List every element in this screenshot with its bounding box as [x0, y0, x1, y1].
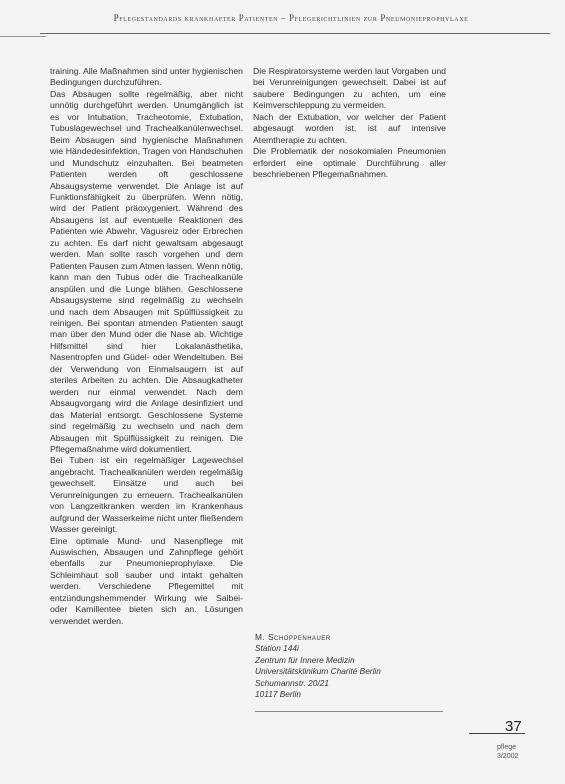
author-station: Station 144i: [255, 643, 299, 654]
author-street: Schumannstr. 20/21: [255, 677, 329, 688]
author-rule: [255, 711, 443, 712]
paragraph: Nach der Extubation, vor welcher der Patient abgesaugt worden ist, ist auf intensive Atemtherapie zu achten.: [253, 111, 446, 145]
right-column: [253, 66, 446, 181]
author-block: [255, 632, 455, 700]
page-number-rule: [469, 733, 525, 734]
author-department: Zentrum für Innere Medizin: [255, 654, 355, 665]
left-column: [50, 66, 243, 627]
paragraph: training. Alle Maßnahmen sind unter hygienischen Bedingungen durchzuführen.: [50, 66, 243, 88]
running-header: Pflegestandards krankhafter Patienten – Pflegerichtlinien zur Pneumonieprophylaxe: [113, 13, 469, 23]
paragraph: Die Respiratorsysteme werden laut Vorgaben und bei Verunreinigungen gewechselt. Dabei ist auf saubere Bedingungen zu achten, um eine Keimverschleppung zu vermeiden.: [253, 66, 446, 111]
journal-footer: [497, 744, 518, 761]
paragraph: Die Problematik der nosokomialen Pneumonien erfordert eine optimale Durchführung aller beschriebenen Pflegemaßnahmen.: [253, 146, 446, 180]
header-rule-left: [0, 36, 46, 37]
author-institution: Universitätsklinikum Charité Berlin: [255, 666, 381, 677]
author-name: M. Schoppenhauer: [255, 632, 331, 642]
paragraph: Eine optimale Mund- und Nasenpflege mit Auswischen, Absaugen und Zahnpflege gehört ebenfalls zur Pneumonieprophylaxe. Die Schleimhaut soll sauber und intakt gehalten werden. Verschiedene Pflegemittel mit entzündungshemmender Wirkung wie Salbei- oder Kamillentee bieten sich an. Lösungen verwendet werden.: [50, 535, 243, 626]
header-rule: [40, 33, 550, 34]
paragraph: Bei Tuben ist ein regelmäßiger Lagewechsel angebracht. Trachealkanülen werden regelmäßig gewechselt. Einsätze und auch bei Verunreinigungen zu erneuern. Trachealkanülen von Langzeitkranken werden im Krankenhaus aufgrund der Wasserkeime nicht unter fließendem Wasser gereinigt.: [50, 455, 243, 535]
page-number: 37: [505, 718, 522, 735]
author-city: 10117 Berlin: [255, 689, 301, 700]
journal-issue: 3/2002: [497, 752, 519, 760]
paragraph: Das Absaugen sollte regelmäßig, aber nicht unnötig durchgeführt werden. Unumgänglich ist es vor Intubation, Tracheotomie, Extubation, Tubuslagewechsel und Trachealkanülenwechsel. Beim Absaugen sind hygienische Maßnahmen wie Händedesinfektion, Tragen von Handschuhen und Mundschutz einzuhalten. Bei beatmeten Patienten werden oft geschlossene Absaugsysteme verwendet. Die Anlage ist auf Funktionsfähigkeit zu überprüfen. Wenn nötig, wird der Patient präoxygeniert. Während des Absaugens ist auf eventuelle Reaktionen des Patienten wie Abwehr, Vagusreiz oder Erbrechen zu achten. Es darf nicht gewaltsam abgesaugt werden. Man sollte rasch vorgehen und dem Patienten Pausen zum Atmen lassen. Wenn nötig, kann man den Tubus oder die Trachealkanüle anspülen und die Lunge blähen. Geschlossene Absaugsysteme sind regelmäßig zu wechseln und nach dem Absaugen mit Spülflüssigkeit zu reinigen. Bei spontan atmenden Patienten saugt man über den Mund oder die Nase ab. Wichtige Hilfsmittel sind hier Lokalanästhetika, Nasentropfen und Güdel- oder Wendeltuben. Bei der Verwendung von Einmalsaugern ist auf steriles Arbeiten zu achten. Die Absaugkatheter werden nur einmal verwendet. Nach dem Absaugvorgang wird die Anlage desinfiziert und das Material entsorgt. Geschlossene Systeme sind regelmäßig zu wechseln und nach dem Absaugen mit Spülflüssigkeit zu reinigen. Die Pflegemaßnahme wird dokumentiert.: [50, 88, 244, 454]
journal-name: pflege: [497, 744, 517, 751]
